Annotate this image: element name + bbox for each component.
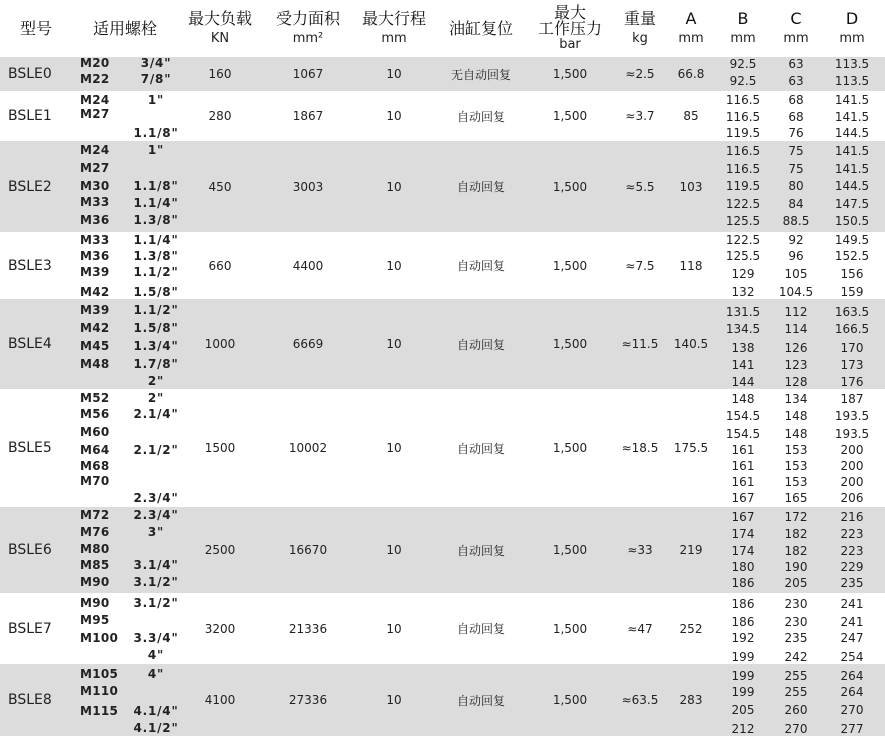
dim-b-value: 134.5	[725, 322, 761, 336]
header-label: 受力面积	[275, 8, 340, 28]
weight-cell: ≈7.5	[625, 258, 655, 273]
bolt-inch-size: 1.5/8"	[133, 285, 179, 299]
model-cell: BSLE5	[8, 440, 52, 456]
dim-b-value: 186	[731, 615, 755, 629]
bolt-inch-size: 3/4"	[140, 56, 172, 70]
bolt-inch-size: 2.1/4"	[133, 407, 179, 421]
header-weight	[612, 0, 668, 57]
dim-d-value: 206	[840, 491, 864, 505]
model-cell: BSLE4	[8, 336, 52, 352]
table-header	[0, 0, 885, 57]
bolt-size: M72	[80, 508, 110, 522]
dim-b-value: 116.5	[725, 144, 761, 158]
header-bolt	[72, 0, 178, 57]
bolt-inch-size: 4"	[147, 648, 165, 662]
load-cell: 3200	[204, 621, 236, 636]
area-cell: 1067	[292, 67, 324, 81]
bolt-size: M45	[80, 339, 110, 353]
dim-c-value: 126	[784, 341, 808, 355]
bolt-inch-size: 3"	[147, 525, 165, 539]
bolt-inch-size: 4.1/2"	[133, 721, 179, 735]
a-cell: 219	[679, 543, 703, 557]
load-cell: 280	[208, 109, 232, 123]
header-unit: bar	[559, 36, 581, 52]
bolt-inch-size: 4"	[147, 667, 165, 681]
weight-cell: ≈18.5	[621, 441, 659, 455]
dim-b-value: 125.5	[725, 214, 761, 228]
bolt-size: M42	[80, 321, 110, 335]
stroke-cell: 10	[386, 693, 402, 707]
header-d	[826, 0, 878, 57]
dim-b-value: 116.5	[725, 93, 761, 107]
dim-c-value: 96	[788, 249, 804, 263]
dim-d-value: 141.5	[834, 162, 870, 176]
dim-b-value: 167	[731, 491, 755, 505]
bolt-inch-size: 1.1/8"	[133, 179, 179, 193]
dim-b-value: 186	[731, 576, 755, 590]
header-unit: kg	[632, 30, 648, 46]
dim-b-value: 154.5	[725, 427, 761, 441]
dim-b-value: 192	[731, 631, 755, 645]
header-unit: mm	[783, 30, 809, 46]
header-unit: mm	[381, 30, 407, 46]
pressure-cell: 1,500	[552, 258, 588, 273]
weight-cell: ≈2.5	[625, 67, 655, 81]
dim-b-value: 199	[731, 650, 755, 664]
model-cell: BSLE6	[8, 542, 52, 558]
dim-d-value: 159	[840, 285, 864, 299]
reset-cell: 自动回复	[456, 109, 505, 124]
header-unit: mm	[839, 30, 865, 46]
weight-cell: ≈3.7	[625, 109, 655, 123]
dim-d-value: 247	[840, 631, 864, 645]
dim-d-value: 149.5	[834, 233, 870, 247]
header-unit: mm	[678, 30, 704, 46]
dim-b-value: 199	[731, 669, 755, 683]
dim-d-value: 170	[840, 341, 864, 355]
load-cell: 660	[208, 258, 232, 273]
dim-d-value: 176	[840, 375, 864, 389]
bolt-size: M105	[80, 667, 119, 681]
dim-b-value: 116.5	[725, 110, 761, 124]
bolt-size: M36	[80, 249, 110, 263]
stroke-cell: 10	[386, 179, 402, 194]
dim-d-value: 144.5	[834, 126, 870, 140]
dim-b-value: 186	[731, 597, 755, 611]
reset-cell: 自动回复	[456, 337, 505, 352]
dim-d-value: 200	[840, 443, 864, 457]
dim-c-value: 88.5	[782, 214, 810, 228]
dim-b-value: 129	[731, 267, 755, 281]
bolt-size: M68	[80, 459, 110, 473]
dim-d-value: 264	[840, 685, 864, 699]
dim-b-value: 180	[731, 560, 755, 574]
dim-c-value: 92	[788, 233, 804, 247]
table-row	[0, 91, 885, 141]
bolt-inch-size: 1.5/8"	[133, 321, 179, 335]
reset-cell: 自动回复	[456, 259, 505, 273]
header-stroke	[354, 0, 434, 57]
bolt-size: M30	[80, 179, 110, 193]
reset-cell: 无自动回复	[450, 67, 511, 82]
bolt-size: M48	[80, 357, 110, 371]
load-cell: 1000	[204, 337, 236, 351]
bolt-inch-size: 4.1/4"	[133, 704, 179, 718]
weight-cell: ≈47	[627, 621, 653, 636]
dim-c-value: 148	[784, 427, 808, 441]
dim-d-value: 229	[840, 560, 864, 574]
dim-b-value: 141	[731, 358, 755, 372]
bolt-inch-size: 2.3/4"	[133, 491, 179, 505]
header-label: 最大	[553, 2, 586, 22]
dim-d-value: 141.5	[834, 93, 870, 107]
header-max-load	[178, 0, 262, 57]
bolt-size: M27	[80, 107, 110, 121]
header-unit: KN	[210, 30, 230, 46]
bolt-inch-size: 1.1/4"	[133, 233, 179, 247]
dim-c-value: 182	[784, 527, 808, 541]
dim-d-value: 200	[840, 459, 864, 473]
dim-c-value: 172	[784, 510, 808, 524]
dim-b-value: 119.5	[725, 179, 761, 193]
header-unit: mm	[730, 30, 756, 46]
dim-b-value: 167	[731, 510, 755, 524]
area-cell: 10002	[288, 441, 328, 455]
a-cell: 175.5	[673, 441, 709, 455]
bolt-size: M33	[80, 233, 110, 247]
bolt-size: M90	[80, 575, 110, 589]
bolt-inch-size: 1"	[147, 93, 165, 107]
dim-c-value: 205	[784, 576, 808, 590]
dim-c-value: 68	[788, 93, 804, 107]
table-row	[0, 389, 885, 507]
model-cell: BSLE1	[8, 108, 52, 124]
dim-d-value: 187	[840, 392, 864, 406]
dim-c-value: 105	[784, 267, 808, 281]
bolt-inch-size: 3.1/2"	[133, 596, 179, 610]
dim-d-value: 193.5	[834, 427, 870, 441]
model-cell: BSLE3	[8, 257, 52, 274]
bolt-inch-size: 1"	[147, 143, 165, 157]
load-cell: 4100	[204, 693, 236, 707]
dim-c-value: 270	[784, 722, 808, 736]
dim-d-value: 223	[840, 544, 864, 558]
bolt-size: M76	[80, 525, 110, 539]
reset-cell: 自动回复	[456, 180, 505, 194]
reset-cell: 自动回复	[456, 543, 505, 558]
bolt-size: M39	[80, 265, 110, 279]
dim-c-value: 63	[788, 57, 804, 71]
a-cell: 252	[679, 621, 703, 636]
dim-b-value: 144	[731, 375, 755, 389]
dim-d-value: 277	[840, 722, 864, 736]
dim-b-value: 161	[731, 443, 755, 457]
dim-b-value: 212	[731, 722, 755, 736]
weight-cell: ≈63.5	[621, 693, 659, 707]
bolt-size: M52	[80, 391, 110, 405]
header-label: 重量	[623, 8, 656, 28]
dim-d-value: 223	[840, 527, 864, 541]
dim-b-value: 122.5	[725, 197, 761, 211]
dim-d-value: 113.5	[834, 74, 870, 88]
header-b	[720, 0, 766, 57]
dim-d-value: 152.5	[834, 249, 870, 263]
bolt-inch-size: 1.1/8"	[133, 126, 179, 140]
pressure-cell: 1,500	[552, 621, 588, 636]
dim-b-value: 132	[731, 285, 755, 299]
a-cell: 66.8	[677, 67, 705, 81]
bolt-inch-size: 2"	[147, 374, 165, 388]
dim-c-value: 260	[784, 703, 808, 717]
dim-d-value: 144.5	[834, 179, 870, 193]
stroke-cell: 10	[386, 441, 402, 455]
pressure-cell: 1,500	[552, 67, 588, 81]
dim-d-value: 173	[840, 358, 864, 372]
dim-c-value: 255	[784, 669, 808, 683]
bolt-inch-size: 7/8"	[140, 72, 172, 86]
reset-cell: 自动回复	[456, 693, 505, 708]
stroke-cell: 10	[386, 337, 402, 351]
area-cell: 16670	[288, 543, 328, 557]
load-cell: 160	[208, 67, 232, 81]
dim-d-value: 113.5	[834, 57, 870, 71]
header-area	[262, 0, 354, 57]
bolt-size: M24	[80, 93, 110, 107]
area-cell: 3003	[292, 179, 324, 194]
a-cell: 283	[679, 693, 703, 707]
dim-c-value: 76	[788, 126, 804, 140]
header-label: C	[790, 8, 802, 28]
dim-d-value: 241	[840, 597, 864, 611]
dim-b-value: 161	[731, 459, 755, 473]
bolt-inch-size: 1.1/2"	[133, 303, 179, 317]
bolt-size: M85	[80, 558, 110, 572]
load-cell: 2500	[204, 543, 236, 557]
dim-c-value: 242	[784, 650, 808, 664]
header-label: 最大负载	[187, 8, 252, 28]
dim-d-value: 264	[840, 669, 864, 683]
table-row	[0, 664, 885, 736]
dim-c-value: 134	[784, 392, 808, 406]
bolt-inch-size: 3.3/4"	[133, 631, 179, 645]
dim-b-value: 92.5	[729, 57, 757, 71]
header-label: D	[845, 8, 859, 28]
area-cell: 6669	[292, 337, 324, 351]
dim-c-value: 114	[784, 322, 808, 336]
dim-c-value: 235	[784, 631, 808, 645]
dim-c-value: 165	[784, 491, 808, 505]
bolt-inch-size: 1.7/8"	[133, 357, 179, 371]
table-row	[0, 299, 885, 389]
header-label: A	[685, 8, 697, 28]
dim-b-value: 199	[731, 685, 755, 699]
dim-d-value: 156	[840, 267, 864, 281]
pressure-cell: 1,500	[552, 543, 588, 557]
bolt-size: M70	[80, 474, 110, 488]
bolt-size: M33	[80, 195, 110, 209]
dim-b-value: 205	[731, 703, 755, 717]
dim-b-value: 138	[731, 341, 755, 355]
dim-c-value: 153	[784, 443, 808, 457]
dim-b-value: 148	[731, 392, 755, 406]
dim-d-value: 200	[840, 475, 864, 489]
area-cell: 4400	[292, 258, 324, 273]
dim-b-value: 122.5	[725, 233, 761, 247]
dim-b-value: 161	[731, 475, 755, 489]
header-label: B	[737, 8, 749, 28]
bolt-size: M60	[80, 425, 110, 439]
bolt-size: M39	[80, 303, 110, 317]
pressure-cell: 1,500	[552, 337, 588, 351]
dim-b-value: 154.5	[725, 409, 761, 423]
bolt-size: M36	[80, 213, 110, 227]
bolt-inch-size: 2.3/4"	[133, 508, 179, 522]
reset-cell: 自动回复	[456, 441, 505, 456]
bolt-inch-size: 2"	[147, 391, 165, 405]
bolt-size: M80	[80, 542, 110, 556]
bolt-size: M95	[80, 613, 110, 627]
dim-d-value: 254	[840, 650, 864, 664]
bolt-size: M110	[80, 684, 119, 698]
header-model	[0, 0, 72, 57]
header-label: 最大行程	[361, 8, 426, 28]
pressure-cell: 1,500	[552, 441, 588, 455]
dim-c-value: 80	[788, 179, 804, 193]
bolt-inch-size: 1.3/8"	[133, 213, 179, 227]
header-label: 型号	[19, 18, 52, 38]
bolt-size: M42	[80, 285, 110, 299]
dim-d-value: 150.5	[834, 214, 870, 228]
dim-d-value: 166.5	[834, 322, 870, 336]
header-a	[668, 0, 714, 57]
dim-c-value: 182	[784, 544, 808, 558]
header-c	[772, 0, 820, 57]
stroke-cell: 10	[386, 67, 402, 81]
header-reset	[434, 0, 528, 57]
model-cell: BSLE7	[8, 620, 52, 637]
bolt-size: M24	[80, 143, 110, 157]
table-row	[0, 232, 885, 299]
model-cell: BSLE8	[8, 692, 52, 708]
dim-b-value: 116.5	[725, 162, 761, 176]
dim-c-value: 123	[784, 358, 808, 372]
stroke-cell: 10	[386, 543, 402, 557]
dim-c-value: 84	[788, 197, 804, 211]
header-label: 适用螺栓	[92, 18, 157, 38]
dim-b-value: 174	[731, 527, 755, 541]
model-cell: BSLE2	[8, 178, 52, 195]
load-cell: 1500	[204, 441, 236, 455]
bolt-size: M100	[80, 631, 119, 645]
bolt-size: M56	[80, 407, 110, 421]
dim-c-value: 104.5	[778, 285, 814, 299]
table-row	[0, 141, 885, 232]
dim-c-value: 255	[784, 685, 808, 699]
a-cell: 140.5	[673, 337, 709, 351]
weight-cell: ≈11.5	[621, 337, 659, 351]
bolt-size: M22	[80, 72, 110, 86]
dim-c-value: 148	[784, 409, 808, 423]
bolt-size: M27	[80, 161, 110, 175]
dim-d-value: 235	[840, 576, 864, 590]
a-cell: 118	[679, 258, 703, 273]
bolt-inch-size: 1.1/2"	[133, 265, 179, 279]
area-cell: 1867	[292, 109, 324, 123]
dim-b-value: 125.5	[725, 249, 761, 263]
bolt-inch-size: 3.1/4"	[133, 558, 179, 572]
stroke-cell: 10	[386, 109, 402, 123]
dim-c-value: 153	[784, 459, 808, 473]
stroke-cell: 10	[386, 258, 402, 273]
dim-b-value: 174	[731, 544, 755, 558]
table-row	[0, 507, 885, 593]
dim-d-value: 141.5	[834, 144, 870, 158]
bolt-inch-size: 3.1/2"	[133, 575, 179, 589]
table-row	[0, 593, 885, 664]
weight-cell: ≈5.5	[625, 179, 655, 194]
dim-c-value: 112	[784, 305, 808, 319]
dim-c-value: 128	[784, 375, 808, 389]
dim-c-value: 153	[784, 475, 808, 489]
a-cell: 103	[679, 179, 703, 194]
dim-d-value: 163.5	[834, 305, 870, 319]
header-label-2: 工作压力	[537, 18, 602, 38]
header-pressure	[528, 0, 612, 57]
weight-cell: ≈33	[627, 543, 653, 557]
load-cell: 450	[208, 179, 232, 194]
area-cell: 27336	[288, 693, 328, 707]
dim-c-value: 230	[784, 615, 808, 629]
dim-c-value: 63	[788, 74, 804, 88]
model-cell: BSLE0	[8, 66, 52, 82]
dim-c-value: 75	[788, 144, 804, 158]
dim-c-value: 230	[784, 597, 808, 611]
pressure-cell: 1,500	[552, 693, 588, 707]
header-label: 油缸复位	[448, 18, 513, 38]
dim-b-value: 131.5	[725, 305, 761, 319]
dim-d-value: 141.5	[834, 110, 870, 124]
bolt-size: M90	[80, 596, 110, 610]
bolt-inch-size: 1.1/4"	[133, 196, 179, 210]
dim-d-value: 241	[840, 615, 864, 629]
bolt-size: M115	[80, 704, 119, 718]
dim-b-value: 119.5	[725, 126, 761, 140]
dim-c-value: 68	[788, 110, 804, 124]
dim-c-value: 75	[788, 162, 804, 176]
bolt-inch-size: 1.3/8"	[133, 249, 179, 263]
stroke-cell: 10	[386, 621, 402, 636]
bolt-size: M20	[80, 56, 110, 70]
reset-cell: 自动回复	[456, 622, 505, 636]
dim-d-value: 216	[840, 510, 864, 524]
table-row	[0, 57, 885, 91]
dim-b-value: 92.5	[729, 74, 757, 88]
dim-d-value: 193.5	[834, 409, 870, 423]
bolt-size: M64	[80, 443, 110, 457]
dim-d-value: 147.5	[834, 197, 870, 211]
pressure-cell: 1,500	[552, 109, 588, 123]
pressure-cell: 1,500	[552, 179, 588, 194]
bolt-inch-size: 1.3/4"	[133, 339, 179, 353]
area-cell: 21336	[288, 621, 328, 636]
dim-d-value: 270	[840, 703, 864, 717]
dim-c-value: 190	[784, 560, 808, 574]
bolt-inch-size: 2.1/2"	[133, 443, 179, 457]
a-cell: 85	[683, 109, 699, 123]
header-unit: mm²	[292, 30, 324, 46]
